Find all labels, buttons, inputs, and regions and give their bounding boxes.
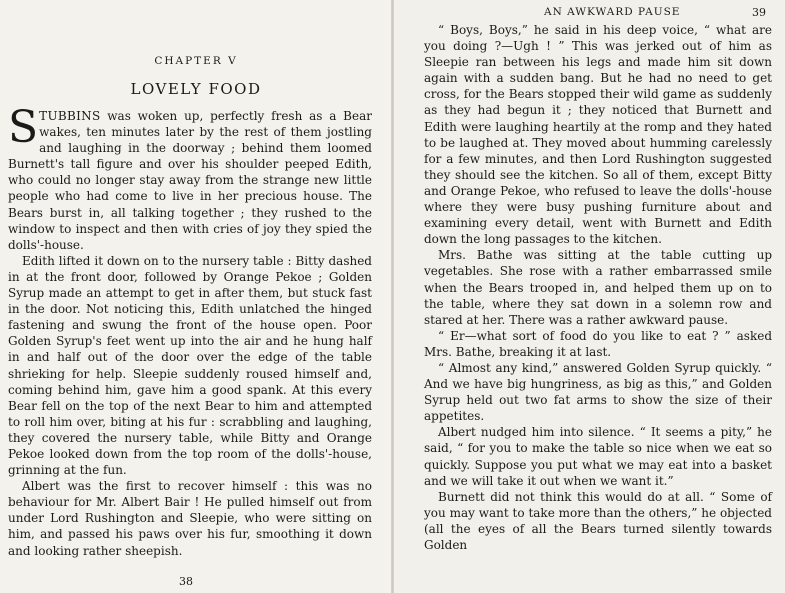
- paragraph: “ Almost any kind,” answered Golden Syrup quickly. “ And we have big hungriness, as big as this,” and Golden Syrup held out two fat arms to show the size of their appetites.: [424, 360, 772, 424]
- paragraph: “ Er—what sort of food do you like to eat ? ” asked Mrs. Bathe, breaking it at last.: [424, 328, 772, 359]
- opening-word: TUBBINS: [39, 109, 101, 123]
- paragraph: Albert was the first to recover himself : this was no behaviour for Mr. Albert Bair ! He pulled himself out from under Lord Rushington and Sleepie, who were sitting on him, and passed his paws over his fur, smoothing it down and looking rather sheepish.: [8, 479, 372, 558]
- right-page-body: [424, 22, 772, 553]
- paragraph: Edith lifted it down on to the nursery table : Bitty dashed in at the front door, followed by Orange Pekoe ; Golden Syrup made an attempt to get in after them, but stuck fast in the door. Not noticing this, Edith unlatched the hinged fastening and swung the front of the house open. Poor Golden Syrup's feet went up into the air and he hung half in and half out of the door over the edge of the table shrieking for help. Sleepie suddenly roused himself and, coming behind him, gave him a good spank. At this every Bear fell on the top of the next Bear to him and attempted to roll him over, biting at his fur : scrabbling and laughing, they covered the nursery table, while Bitty and Orange Pekoe looked down from the top room of the dolls'-house, grinning at the fun.: [8, 253, 372, 478]
- page-number-left: 38: [179, 575, 193, 588]
- running-head: AN AWKWARD PAUSE: [544, 6, 681, 18]
- right-page: [394, 0, 785, 593]
- page-number-right: 39: [752, 6, 766, 19]
- drop-cap: S: [8, 102, 39, 153]
- paragraph: Mrs. Bathe was sitting at the table cutting up vegetables. She rose with a rather embarrassed smile when the Bears trooped in, and helped them up on to the table, where they sat down in a solemn row and stared at her. There was a rather awkward pause.: [424, 248, 772, 327]
- chapter-title: LOVELY FOOD: [130, 80, 262, 98]
- paragraph-text: was woken up, perfectly fresh as a Bear wakes, ten minutes later by the rest of them jostling and laughing in the doorway ; behind them loomed Burnett's tall figure and over his shoulder peeped Edith, who could no longer stay away from the strange new little people who had come to live in her precious house. The Bears burst in, all talking together ; they rushed to the window to inspect and then with cries of joy they spied the dolls'-house.: [8, 109, 372, 252]
- paragraph: Albert nudged him into silence. “ It seems a pity,” he said, “ for you to make the table so nice when we eat so quickly. Suppose you put what we may eat into a basket and we will take it out when we want it.”: [424, 425, 772, 488]
- paragraph: [8, 102, 372, 253]
- chapter-number: CHAPTER V: [154, 55, 238, 67]
- paragraph: Burnett did not think this would do at all. “ Some of you may want to take more than the others,” he objected (all the eyes of all the Bears turned silently towards Golden: [424, 489, 772, 552]
- left-page-body: [8, 102, 372, 559]
- left-page: [0, 0, 392, 593]
- paragraph: “ Boys, Boys,” he said in his deep voice, “ what are you doing ?—Ugh ! ” This was jerked out of him as Sleepie ran between his legs and made him sit down again with a sudden bang. But he had no need to get cross, for the Bears stopped their wild game as suddenly as they had begun it ; they noticed that Burnett and Edith were laughing heartily at the romp and they hated to be laughed at. They moved about humming carelessly for a few minutes, and then Lord Rushington suggested they should see the kitchen. So all of them, except Bitty and Orange Pekoe, who refused to leave the dolls'-house where they were busy pushing furniture about and examining every detail, went with Burnett and Edith down the long passages to the kitchen.: [424, 23, 772, 247]
